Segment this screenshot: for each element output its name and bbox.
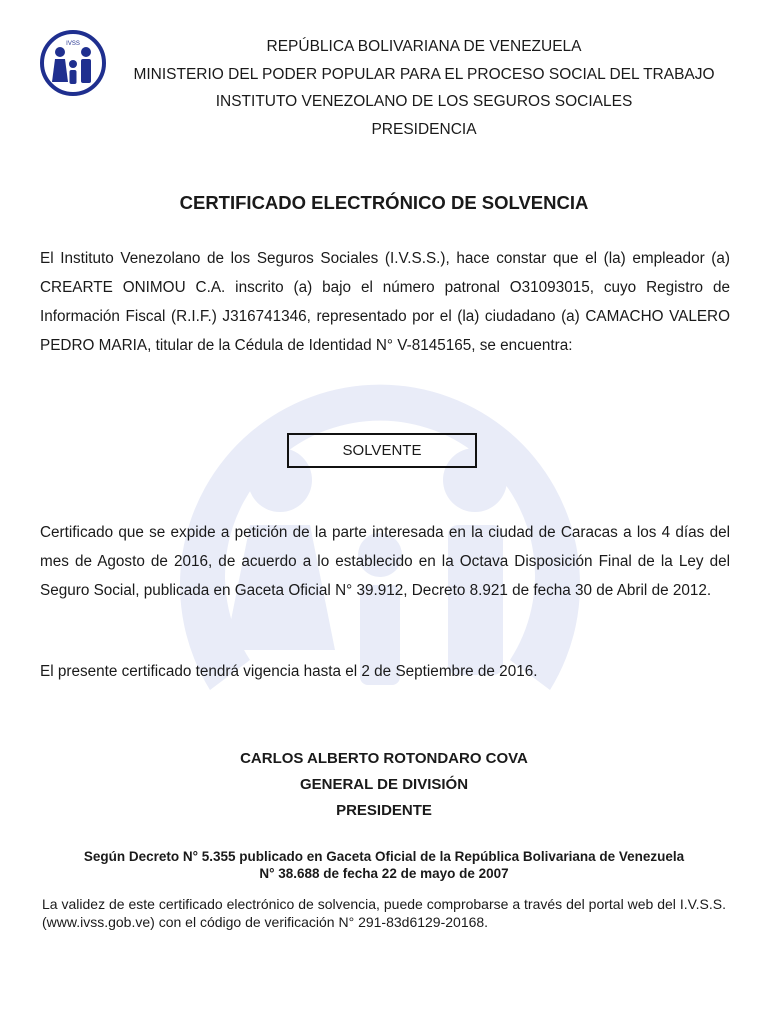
decree-line-1: Según Decreto N° 5.355 publicado en Gaceta Oficial de la República Bolivariana de Venezuela [83,849,685,864]
signatory-position: PRESIDENTE [336,802,432,819]
header-line-ministry: MINISTERIO DEL PODER POPULAR PARA EL PROCESO SOCIAL DEL TRABAJO [133,65,715,83]
certificate-paragraph-employer: El Instituto Venezolano de los Seguros Sociales (I.V.S.S.), hace constar que el (la) empleador (a) CREARTE ONIMOU C.A. inscrito (a) bajo el número patronal O31093015, cuyo Registro de Información Fiscal (R.I.F.) J316741346, representado por el (la) ciudadano (a) CAMACHO VALERO PEDRO MARIA, titular de la Cédula de Identidad N° V-8145165, se encuentra: [40,250,730,354]
verification-note: La validez de este certificado electrónico de solvencia, puede comprobarse a través del portal web del I.V.S.S. (www.ivss.gob.ve) con el código de verificación N° 291-83d6129-20168. [42,896,726,930]
signature-block [0,746,768,824]
document-title: CERTIFICADO ELECTRÓNICO DE SOLVENCIA [179,192,589,213]
status-badge: SOLVENTE [287,433,477,468]
header-line-institute: INSTITUTO VENEZOLANO DE LOS SEGUROS SOCIALES [215,93,633,110]
certificate-paragraph-issuance: Certificado que se expide a petición de la parte interesada en la ciudad de Caracas a los 4 días del mes de Agosto de 2016, de acuerdo a lo establecido en la Octava Disposición Final de la Ley del Seguro Social, publicada en Gaceta Oficial N° 39.912, Decreto 8.921 de fecha 30 de Abril de 2012. [40,524,730,599]
decree-note [40,848,728,882]
logo-text: IVSS [66,41,80,47]
signatory-rank: GENERAL DE DIVISIÓN [299,776,469,793]
signatory-name: CARLOS ALBERTO ROTONDARO COVA [240,750,528,767]
certificate-paragraph-validity: El presente certificado tendrá vigencia hasta el 2 de Septiembre de 2016. [40,663,538,680]
document-header [100,33,748,143]
header-line-republic: REPÚBLICA BOLIVARIANA DE VENEZUELA [266,38,582,55]
ivss-logo-icon [40,30,106,96]
decree-line-2: N° 38.688 de fecha 22 de mayo de 2007 [259,866,509,881]
header-line-presidency: PRESIDENCIA [371,120,477,138]
